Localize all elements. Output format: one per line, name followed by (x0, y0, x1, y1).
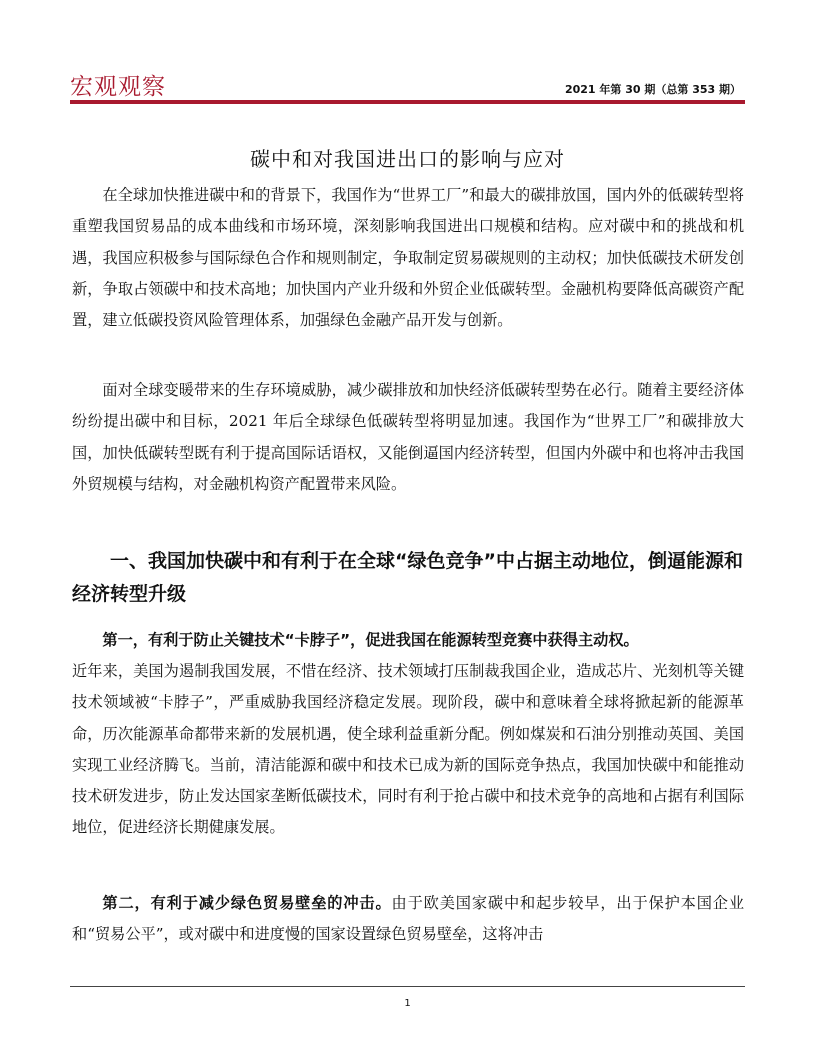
page-number: 1 (404, 998, 411, 1009)
intro-paragraph-1: 在全球加快推进碳中和的背景下，我国作为“世界工厂”和最大的碳排放国，国内外的低碳转型将重塑我国贸易品的成本曲线和市场环境，深刻影响我国进出口规模和结构。应对碳中和的挑战和机遇，我国应积极参与国际绿色合作和规则制定，争取制定贸易碳规则的主动权；加快低碳技术研发创新，争取占领碳中和技术高地；加快国内产业升级和外贸企业低碳转型。金融机构要降低高碳资产配置，建立低碳投资风险管理体系，加强绿色金融产品开发与创新。 (72, 186, 744, 330)
issue-number: 2021 年第 30 期（总第 353 期） (564, 83, 741, 96)
article-title: 碳中和对我国进出口的影响与应对 (250, 147, 565, 171)
point-1-body: 近年来，美国为遏制我国发展，不惜在经济、技术领域打压制裁我国企业，造成芯片、光刻机等关键技术领域被“卡脖子”，严重威胁我国经济稳定发展。现阶段，碳中和意味着全球将掀起新的能源革命，历次能源革命都带来新的发展机遇，使全球利益重新分配。例如煤炭和石油分别推动英国、美国实现工业经济腾飞。当前，清洁能源和碳中和技术已成为新的国际竞争热点，我国加快碳中和能推动技术研发进步，防止发达国家垄断低碳技术，同时有利于抢占碳中和技术竞争的高地和占据有利国际地位，促进经济长期健康发展。 (72, 662, 744, 837)
point-2-body: 由于欧美国家碳中和起步较早，出于保护本国企业和“贸易公平”，或对碳中和进度慢的国家设置绿色贸易壁垒，这将冲击 (72, 894, 745, 944)
footer-divider (70, 986, 745, 987)
header-brand: 宏观观察 (70, 74, 166, 100)
point-2-heading: 第二，有利于减少绿色贸易壁垒的冲击。 (102, 894, 392, 912)
point-1-heading: 第一，有利于防止关键技术“卡脖子”，促进我国在能源转型竞赛中获得主动权。 (102, 631, 639, 649)
section-heading-1: 一、我国加快碳中和有利于在全球“绿色竞争”中占据主动地位，倒逼能源和经济转型升级 (72, 550, 743, 605)
intro-paragraph-2: 面对全球变暖带来的生存环境威胁，减少碳排放和加快经济低碳转型势在必行。随着主要经济体纷纷提出碳中和目标，2021 年后全球绿色低碳转型将明显加速。我国作为“世界工厂”和碳排放大国，加快低碳转型既有利于提高国际话语权，又能倒逼国内经济转型，但国内外碳中和也将冲击我国外贸规模与结构，对金融机构资产配置带来风险。 (72, 381, 744, 493)
header-divider (70, 100, 745, 104)
point-2-paragraph (72, 888, 744, 951)
